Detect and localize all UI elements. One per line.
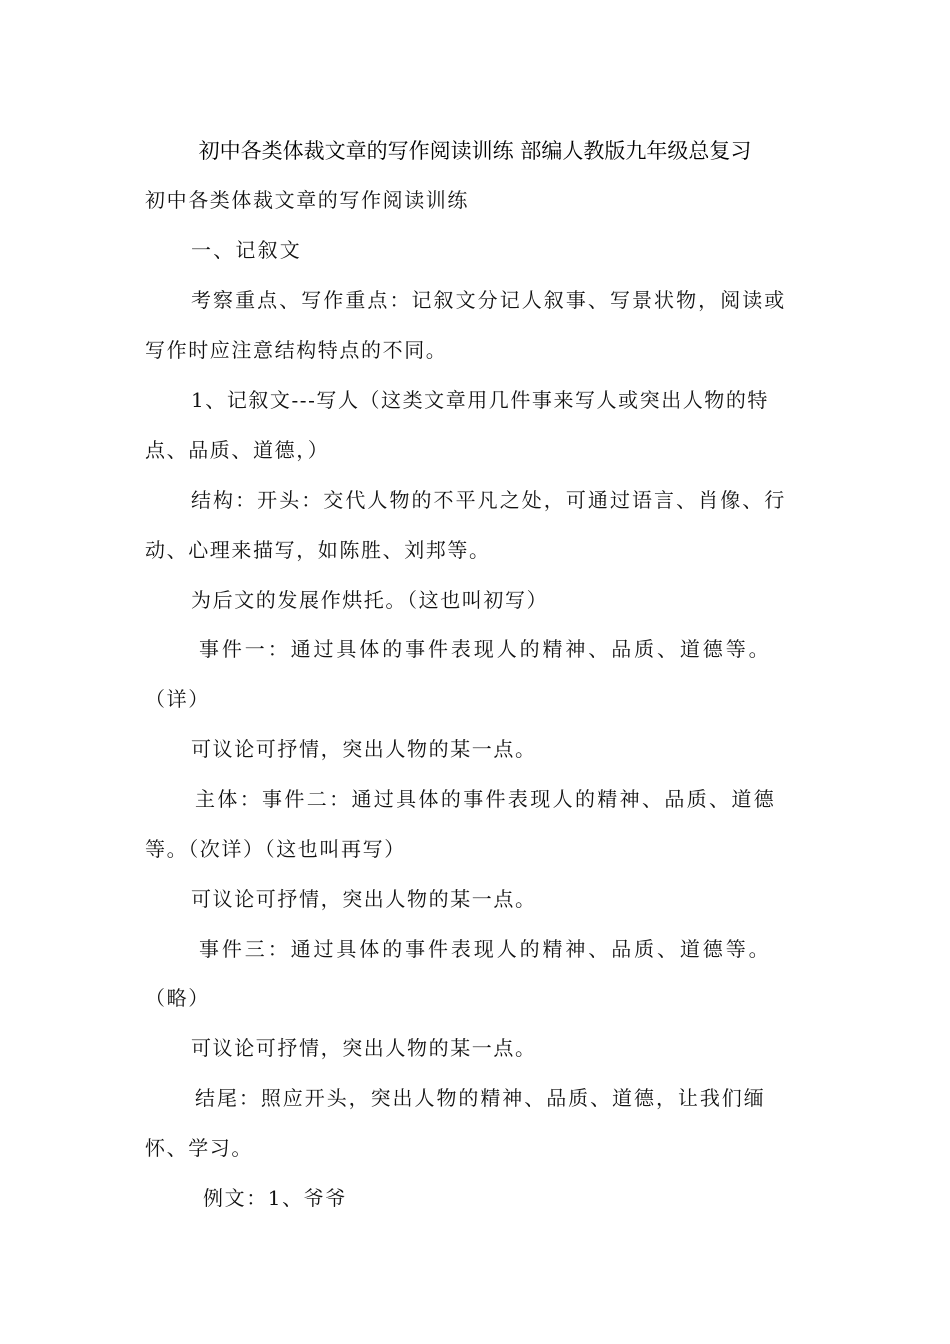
paragraph-line: 可议论可抒情，突出人物的某一点。 — [191, 1036, 537, 1060]
paragraph-line: （详） — [145, 687, 210, 711]
example-heading: 例文：1、爷爷 — [203, 1186, 347, 1210]
paragraph-line: 点、品质、道德，） — [145, 438, 330, 462]
section-heading-narrative: 一、记叙文 — [191, 238, 302, 262]
paragraph-line: 事件一：通过具体的事件表现人的精神、品质、道德等。 — [199, 637, 772, 661]
paragraph-line: 可议论可抒情，突出人物的某一点。 — [191, 737, 537, 761]
paragraph-line: 动、心理来描写，如陈胜、刘邦等。 — [145, 538, 491, 562]
paragraph-line: 1、记叙文---写人（这类文章用几件事来写人或突出人物的特 — [191, 388, 769, 412]
paragraph-line: 结构：开头：交代人物的不平凡之处，可通过语言、肖像、行 — [191, 488, 787, 512]
document-title: 初中各类体裁文章的写作阅读训练 部编人教版九年级总复习 — [198, 139, 752, 163]
paragraph-line: 可议论可抒情，突出人物的某一点。 — [191, 887, 537, 911]
document-subtitle: 初中各类体裁文章的写作阅读训练 — [145, 188, 469, 212]
paragraph-line: （略） — [145, 986, 210, 1010]
paragraph-line: 怀、学习。 — [145, 1136, 253, 1160]
paragraph-line: 考察重点、写作重点：记叙文分记人叙事、写景状物，阅读或 — [191, 288, 787, 312]
paragraph-line: 为后文的发展作烘托。（这也叫初写） — [191, 588, 549, 612]
paragraph-line: 主体：事件二：通过具体的事件表现人的精神、品质、道德 — [195, 787, 777, 811]
paragraph-line: 结尾：照应开头，突出人物的精神、品质、道德，让我们缅 — [195, 1086, 766, 1110]
paragraph-line: 等。（次详）（这也叫再写） — [145, 837, 406, 861]
paragraph-line: 事件三：通过具体的事件表现人的精神、品质、道德等。 — [199, 937, 772, 961]
paragraph-line: 写作时应注意结构特点的不同。 — [145, 338, 448, 362]
